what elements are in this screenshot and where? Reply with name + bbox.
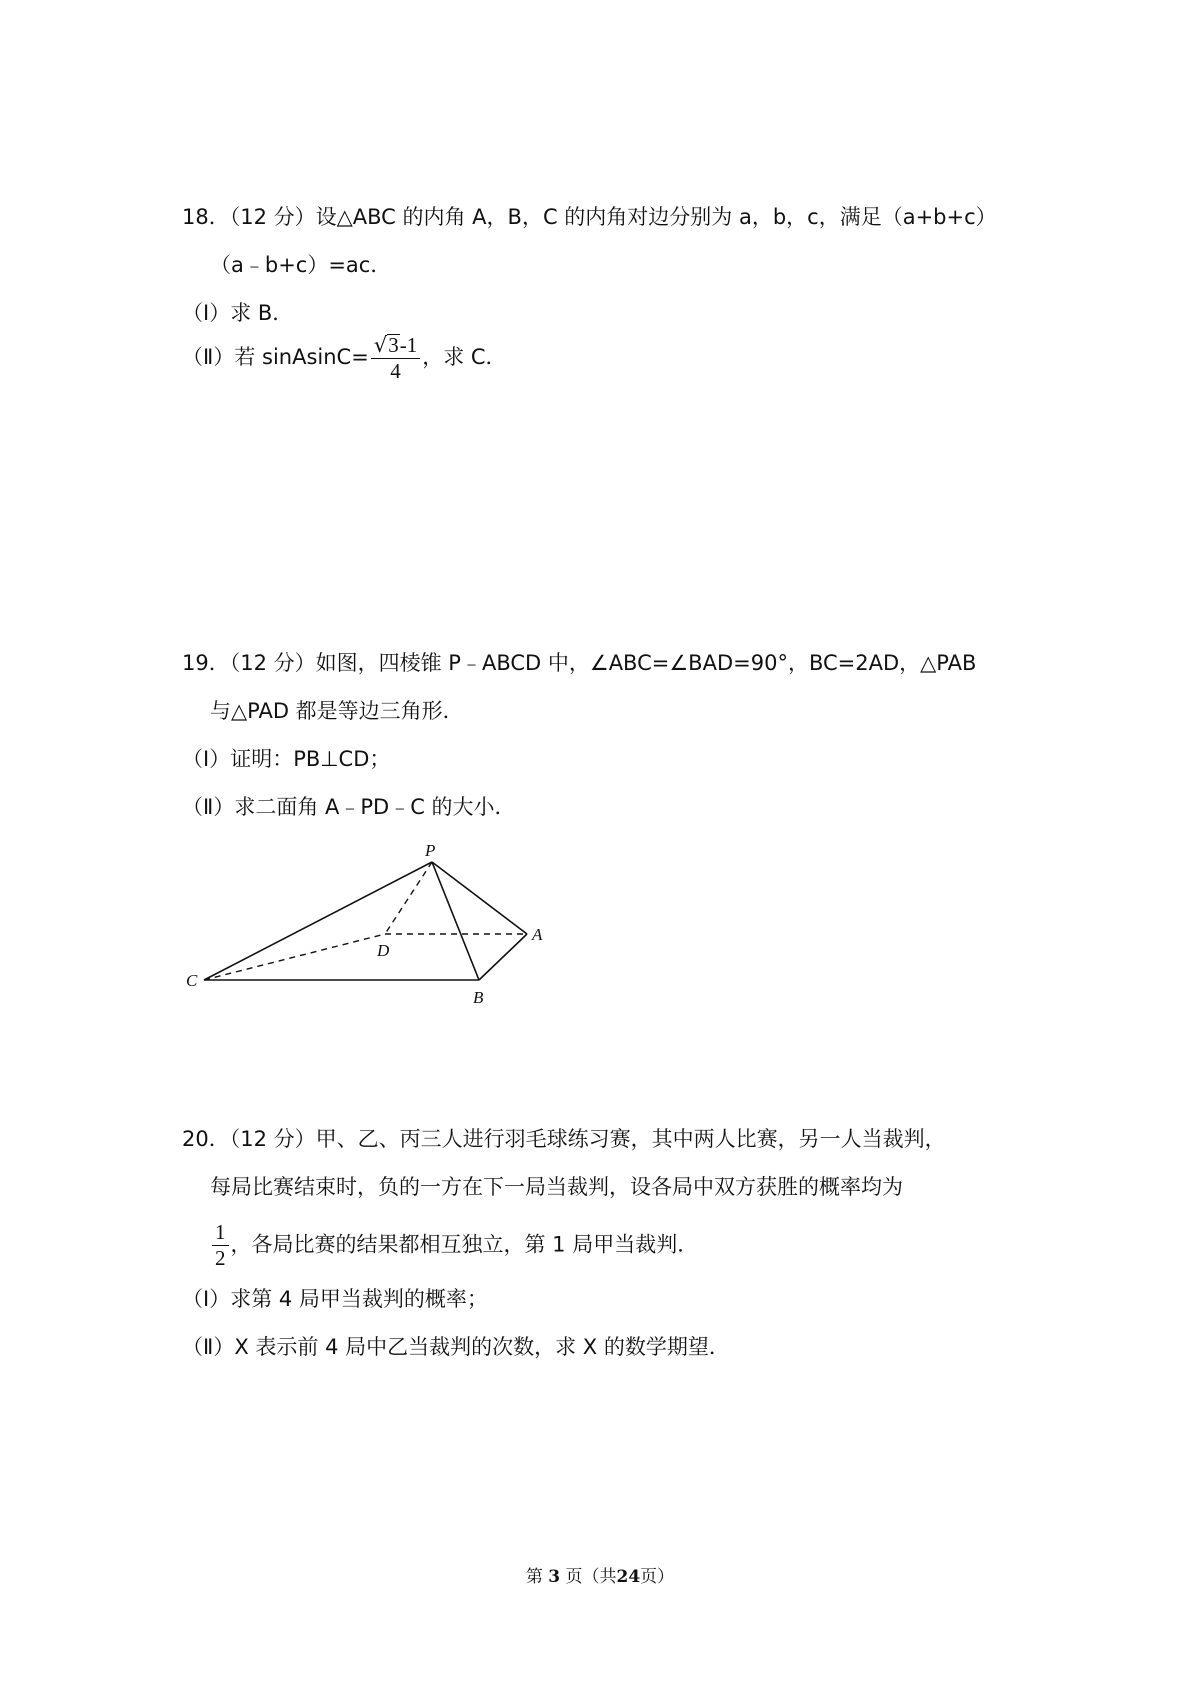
pyramid-figure bbox=[180, 836, 550, 1016]
q20-fraction bbox=[212, 1222, 229, 1269]
q18-fraction: $\frac{√3-1}{4}$ bbox=[371, 334, 420, 382]
q18-part2 bbox=[182, 334, 507, 382]
label-C: C bbox=[186, 971, 198, 990]
q20-part2: （Ⅱ）X 表示前 4 局中乙当裁判的次数，求 X 的数学期望． bbox=[182, 1335, 730, 1359]
label-A: A bbox=[532, 925, 543, 944]
q18-fraction-den: 4 bbox=[390, 359, 401, 383]
edge-PD bbox=[385, 862, 432, 934]
q18-part2-prefix: （Ⅱ）若 sinAsinC= bbox=[182, 345, 369, 369]
q19-line2: 与△PAD 都是等边三角形． bbox=[210, 699, 464, 723]
footer-total-pages: 24 bbox=[616, 1567, 641, 1587]
footer-suffix: 页） bbox=[640, 1567, 675, 1587]
footer-page-number: 3 bbox=[548, 1567, 561, 1587]
q20-line2: 每局比赛结束时，负的一方在下一局当裁判，设各局中双方获胜的概率均为 bbox=[210, 1175, 903, 1199]
q18-fraction-sqrt: 3 bbox=[388, 333, 399, 357]
q20-line1: 20．（12 分）甲、乙、丙三人进行羽毛球练习赛，其中两人比赛，另一人当裁判， bbox=[182, 1127, 946, 1151]
q20-fraction-num: 1 bbox=[212, 1222, 229, 1246]
q18-line1: 18．（12 分）设△ABC 的内角 A，B，C 的内角对边分别为 a，b，c，满足（a+b+c） bbox=[182, 205, 997, 229]
q20-part1: （Ⅰ）求第 4 局甲当裁判的概率； bbox=[182, 1287, 488, 1311]
edge-CD bbox=[204, 934, 385, 980]
q19-line1: 19．（12 分）如图，四棱锥 P﹣ABCD 中，∠ABC=∠BAD=90°，BC=2AD，△PAB bbox=[182, 651, 977, 675]
q19-part1: （Ⅰ）证明：PB⊥CD； bbox=[182, 747, 391, 771]
q20-fraction-den: 2 bbox=[215, 1246, 226, 1270]
label-B: B bbox=[473, 988, 484, 1007]
q18-part2-suffix: ，求 C． bbox=[422, 345, 507, 369]
label-D: D bbox=[377, 941, 390, 960]
label-P: P bbox=[425, 841, 436, 860]
footer-middle: 页（共 bbox=[565, 1567, 617, 1587]
q20-line3 bbox=[210, 1222, 698, 1269]
edge-BA bbox=[479, 934, 527, 980]
footer-prefix: 第 bbox=[525, 1567, 543, 1587]
q20-line3-text: ，各局比赛的结果都相互独立，第 1 局甲当裁判． bbox=[230, 1232, 699, 1257]
q18-fraction-rest: -1 bbox=[399, 333, 418, 357]
q18-line2: （a﹣b+c）=ac． bbox=[210, 253, 392, 277]
q19-part2: （Ⅱ）求二面角 A﹣PD﹣C 的大小． bbox=[182, 795, 516, 819]
q18-part1: （Ⅰ）求 B． bbox=[182, 301, 294, 325]
page-footer bbox=[0, 1562, 1200, 1587]
edge-PC bbox=[204, 862, 432, 980]
